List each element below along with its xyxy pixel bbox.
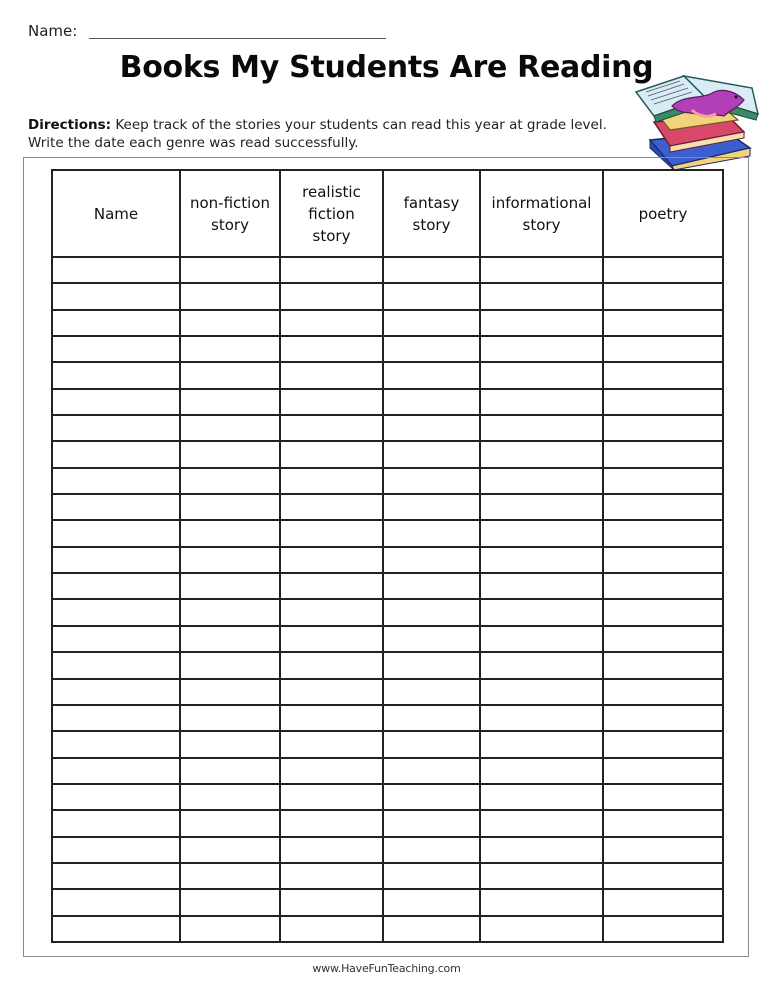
cell-realistic-fiction[interactable]: [280, 626, 383, 652]
column-header-realistic-fiction: realistic fiction story: [280, 170, 383, 257]
cell-informational[interactable]: [480, 389, 603, 415]
cell-non-fiction[interactable]: [180, 520, 280, 546]
cell-poetry[interactable]: [603, 889, 723, 915]
cell-informational[interactable]: [480, 863, 603, 889]
cell-realistic-fiction[interactable]: [280, 652, 383, 678]
cell-name[interactable]: [52, 573, 180, 599]
cell-poetry[interactable]: [603, 494, 723, 520]
cell-poetry[interactable]: [603, 283, 723, 309]
table-header-row: [52, 170, 723, 257]
cell-non-fiction[interactable]: [180, 784, 280, 810]
cell-fantasy[interactable]: [383, 415, 480, 441]
table-row: [52, 283, 723, 309]
cell-fantasy[interactable]: [383, 257, 480, 283]
table-row: [52, 520, 723, 546]
cell-realistic-fiction[interactable]: [280, 705, 383, 731]
table-row: [52, 547, 723, 573]
cell-fantasy[interactable]: [383, 520, 480, 546]
cell-informational[interactable]: [480, 257, 603, 283]
cell-fantasy[interactable]: [383, 705, 480, 731]
cell-name[interactable]: [52, 362, 180, 388]
cell-non-fiction[interactable]: [180, 547, 280, 573]
table-row: [52, 652, 723, 678]
cell-informational[interactable]: [480, 889, 603, 915]
cell-poetry[interactable]: [603, 547, 723, 573]
cell-realistic-fiction[interactable]: [280, 468, 383, 494]
table-row: [52, 758, 723, 784]
cell-informational[interactable]: [480, 362, 603, 388]
cell-fantasy[interactable]: [383, 336, 480, 362]
cell-realistic-fiction[interactable]: [280, 389, 383, 415]
cell-non-fiction[interactable]: [180, 310, 280, 336]
cell-non-fiction[interactable]: [180, 810, 280, 836]
cell-realistic-fiction[interactable]: [280, 494, 383, 520]
cell-informational[interactable]: [480, 520, 603, 546]
cell-informational[interactable]: [480, 283, 603, 309]
cell-poetry[interactable]: [603, 679, 723, 705]
cell-name[interactable]: [52, 837, 180, 863]
cell-informational[interactable]: [480, 336, 603, 362]
cell-fantasy[interactable]: [383, 468, 480, 494]
cell-name[interactable]: [52, 889, 180, 915]
table-row: [52, 837, 723, 863]
directions: [28, 116, 607, 152]
cell-name[interactable]: [52, 863, 180, 889]
cell-realistic-fiction[interactable]: [280, 257, 383, 283]
directions-text-2: Write the date each genre was read successfully.: [28, 135, 359, 151]
cell-informational[interactable]: [480, 599, 603, 625]
cell-non-fiction[interactable]: [180, 415, 280, 441]
cell-poetry[interactable]: [603, 837, 723, 863]
cell-name[interactable]: [52, 784, 180, 810]
cell-realistic-fiction[interactable]: [280, 520, 383, 546]
reading-tracker-table: [51, 169, 724, 943]
cell-name[interactable]: [52, 415, 180, 441]
cell-informational[interactable]: [480, 547, 603, 573]
cell-poetry[interactable]: [603, 468, 723, 494]
cell-non-fiction[interactable]: [180, 863, 280, 889]
cell-name[interactable]: [52, 441, 180, 467]
table-row: [52, 468, 723, 494]
table-row: [52, 310, 723, 336]
cell-informational[interactable]: [480, 415, 603, 441]
table-row: [52, 679, 723, 705]
cell-poetry[interactable]: [603, 810, 723, 836]
cell-realistic-fiction[interactable]: [280, 837, 383, 863]
cell-poetry[interactable]: [603, 705, 723, 731]
cell-realistic-fiction[interactable]: [280, 415, 383, 441]
cell-realistic-fiction[interactable]: [280, 889, 383, 915]
cell-realistic-fiction[interactable]: [280, 810, 383, 836]
cell-realistic-fiction[interactable]: [280, 336, 383, 362]
cell-non-fiction[interactable]: [180, 916, 280, 942]
cell-non-fiction[interactable]: [180, 599, 280, 625]
cell-poetry[interactable]: [603, 731, 723, 757]
table-row: [52, 863, 723, 889]
cell-name[interactable]: [52, 336, 180, 362]
directions-text-1: Keep track of the stories your students can read this year at grade level.: [111, 117, 607, 133]
cell-non-fiction[interactable]: [180, 652, 280, 678]
name-label: Name:: [28, 22, 78, 40]
table-row: [52, 889, 723, 915]
table-row: [52, 599, 723, 625]
cell-informational[interactable]: [480, 705, 603, 731]
cell-non-fiction[interactable]: [180, 626, 280, 652]
table-row: [52, 810, 723, 836]
cell-non-fiction[interactable]: [180, 362, 280, 388]
cell-non-fiction[interactable]: [180, 837, 280, 863]
cell-informational[interactable]: [480, 784, 603, 810]
cell-non-fiction[interactable]: [180, 731, 280, 757]
cell-fantasy[interactable]: [383, 731, 480, 757]
table-body: [52, 257, 723, 942]
name-input-line[interactable]: [89, 38, 386, 39]
cell-fantasy[interactable]: [383, 837, 480, 863]
cell-informational[interactable]: [480, 494, 603, 520]
cell-realistic-fiction[interactable]: [280, 784, 383, 810]
cell-non-fiction[interactable]: [180, 573, 280, 599]
table-row: [52, 441, 723, 467]
cell-realistic-fiction[interactable]: [280, 679, 383, 705]
cell-poetry[interactable]: [603, 336, 723, 362]
cell-fantasy[interactable]: [383, 310, 480, 336]
cell-realistic-fiction[interactable]: [280, 283, 383, 309]
cell-non-fiction[interactable]: [180, 283, 280, 309]
cell-informational[interactable]: [480, 679, 603, 705]
table-row: [52, 257, 723, 283]
cell-poetry[interactable]: [603, 441, 723, 467]
directions-line-1: [28, 116, 607, 134]
cell-informational[interactable]: [480, 310, 603, 336]
cell-fantasy[interactable]: [383, 758, 480, 784]
cell-realistic-fiction[interactable]: [280, 863, 383, 889]
cell-fantasy[interactable]: [383, 389, 480, 415]
cell-fantasy[interactable]: [383, 889, 480, 915]
cell-fantasy[interactable]: [383, 494, 480, 520]
cell-informational[interactable]: [480, 441, 603, 467]
cell-informational[interactable]: [480, 468, 603, 494]
cell-poetry[interactable]: [603, 362, 723, 388]
cell-realistic-fiction[interactable]: [280, 441, 383, 467]
cell-realistic-fiction[interactable]: [280, 599, 383, 625]
cell-name[interactable]: [52, 731, 180, 757]
table-row: [52, 389, 723, 415]
column-header-non-fiction: non-fiction story: [180, 170, 280, 257]
cell-name[interactable]: [52, 626, 180, 652]
cell-realistic-fiction[interactable]: [280, 573, 383, 599]
table-row: [52, 705, 723, 731]
worksheet-title: Books My Students Are Reading: [119, 50, 654, 85]
cell-poetry[interactable]: [603, 784, 723, 810]
cell-name[interactable]: [52, 494, 180, 520]
table-row: [52, 336, 723, 362]
cell-poetry[interactable]: [603, 389, 723, 415]
cell-informational[interactable]: [480, 916, 603, 942]
cell-fantasy[interactable]: [383, 784, 480, 810]
table-row: [52, 916, 723, 942]
cell-fantasy[interactable]: [383, 599, 480, 625]
cell-poetry[interactable]: [603, 758, 723, 784]
column-header-poetry: poetry: [603, 170, 723, 257]
cell-name[interactable]: [52, 916, 180, 942]
directions-label: Directions:: [28, 117, 112, 133]
cell-poetry[interactable]: [603, 916, 723, 942]
cell-non-fiction[interactable]: [180, 889, 280, 915]
cell-fantasy[interactable]: [383, 573, 480, 599]
table-row: [52, 362, 723, 388]
cell-name[interactable]: [52, 468, 180, 494]
cell-informational[interactable]: [480, 837, 603, 863]
cell-non-fiction[interactable]: [180, 336, 280, 362]
cell-non-fiction[interactable]: [180, 389, 280, 415]
footer-url: www.HaveFunTeaching.com: [312, 962, 461, 975]
cell-informational[interactable]: [480, 758, 603, 784]
column-header-fantasy: fantasy story: [383, 170, 480, 257]
cell-informational[interactable]: [480, 652, 603, 678]
cell-poetry[interactable]: [603, 599, 723, 625]
cell-poetry[interactable]: [603, 257, 723, 283]
cell-fantasy[interactable]: [383, 652, 480, 678]
cell-realistic-fiction[interactable]: [280, 916, 383, 942]
cell-fantasy[interactable]: [383, 916, 480, 942]
cell-fantasy[interactable]: [383, 283, 480, 309]
cell-name[interactable]: [52, 283, 180, 309]
cell-fantasy[interactable]: [383, 362, 480, 388]
cell-name[interactable]: [52, 520, 180, 546]
cell-poetry[interactable]: [603, 310, 723, 336]
cell-poetry[interactable]: [603, 573, 723, 599]
cell-poetry[interactable]: [603, 415, 723, 441]
cell-name[interactable]: [52, 705, 180, 731]
cell-name[interactable]: [52, 389, 180, 415]
cell-poetry[interactable]: [603, 863, 723, 889]
cell-poetry[interactable]: [603, 520, 723, 546]
cell-poetry[interactable]: [603, 626, 723, 652]
column-header-name: Name: [52, 170, 180, 257]
cell-name[interactable]: [52, 758, 180, 784]
cell-fantasy[interactable]: [383, 810, 480, 836]
cell-non-fiction[interactable]: [180, 679, 280, 705]
cell-non-fiction[interactable]: [180, 494, 280, 520]
cell-fantasy[interactable]: [383, 626, 480, 652]
cell-fantasy[interactable]: [383, 679, 480, 705]
cell-name[interactable]: [52, 310, 180, 336]
table-row: [52, 784, 723, 810]
cell-informational[interactable]: [480, 810, 603, 836]
cell-non-fiction[interactable]: [180, 441, 280, 467]
cell-name[interactable]: [52, 257, 180, 283]
cell-informational[interactable]: [480, 626, 603, 652]
cell-poetry[interactable]: [603, 652, 723, 678]
column-header-informational: informational story: [480, 170, 603, 257]
cell-name[interactable]: [52, 810, 180, 836]
cell-name[interactable]: [52, 679, 180, 705]
cell-name[interactable]: [52, 652, 180, 678]
cell-name[interactable]: [52, 547, 180, 573]
table-row: [52, 731, 723, 757]
cell-realistic-fiction[interactable]: [280, 310, 383, 336]
cell-realistic-fiction[interactable]: [280, 731, 383, 757]
table-row: [52, 415, 723, 441]
cell-informational[interactable]: [480, 731, 603, 757]
cell-name[interactable]: [52, 599, 180, 625]
cell-realistic-fiction[interactable]: [280, 547, 383, 573]
cell-realistic-fiction[interactable]: [280, 758, 383, 784]
cell-non-fiction[interactable]: [180, 705, 280, 731]
table-row: [52, 626, 723, 652]
table-row: [52, 573, 723, 599]
cell-informational[interactable]: [480, 573, 603, 599]
cell-non-fiction[interactable]: [180, 468, 280, 494]
cell-fantasy[interactable]: [383, 441, 480, 467]
stack-of-books-with-dragon-icon: [632, 70, 762, 170]
cell-realistic-fiction[interactable]: [280, 362, 383, 388]
cell-fantasy[interactable]: [383, 863, 480, 889]
cell-non-fiction[interactable]: [180, 758, 280, 784]
cell-fantasy[interactable]: [383, 547, 480, 573]
cell-non-fiction[interactable]: [180, 257, 280, 283]
table-row: [52, 494, 723, 520]
